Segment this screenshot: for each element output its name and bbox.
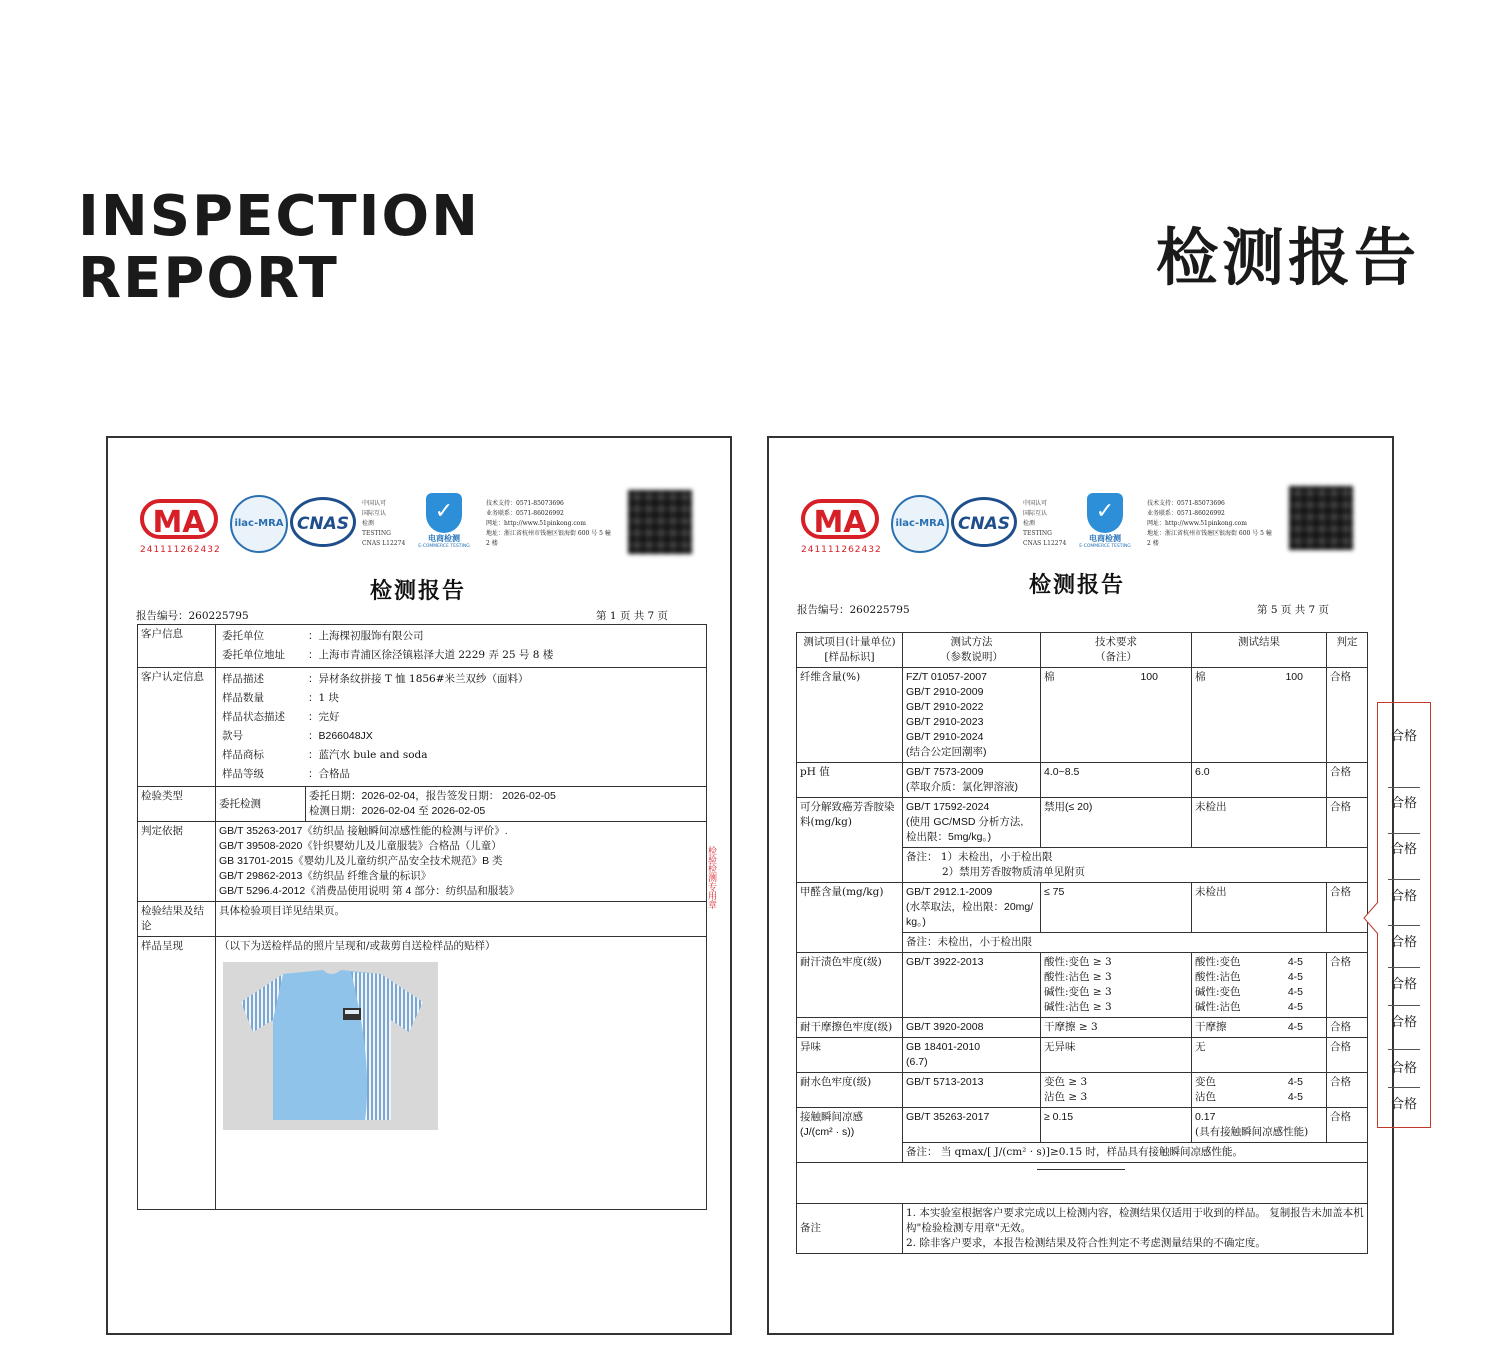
- table-row: [797, 883, 1368, 933]
- method-line: kg。): [906, 916, 926, 928]
- ecom-title: 电商检测: [428, 534, 460, 543]
- column-header: [1041, 633, 1192, 668]
- section-label: 判定依据: [138, 822, 216, 902]
- res-name: 酸性:变色: [1195, 956, 1241, 968]
- method-line: GB/T 2910-2022: [906, 701, 984, 713]
- result: 未检出: [1192, 798, 1327, 848]
- req-line: 变色 ≥ 3: [1044, 1076, 1088, 1088]
- page-info: 第 1 页 共 7 页: [596, 610, 669, 622]
- req-name: 棉: [1044, 671, 1055, 683]
- ecom-title: 电商检测: [1089, 534, 1121, 543]
- table-row: [797, 1018, 1368, 1038]
- column-header: [903, 633, 1041, 668]
- req-line: 酸性:变色 ≥ 3: [1044, 956, 1112, 968]
- req-line: 碱性:沾色 ≥ 3: [1044, 1001, 1112, 1013]
- divider: [1388, 833, 1420, 834]
- res-value: 4-5: [1287, 1021, 1303, 1033]
- list-item: GB/T 5296.4-2012《消费品使用说明 第 4 部分：纺织品和服装》: [219, 885, 520, 897]
- table-row: [797, 1038, 1368, 1073]
- table-row: [797, 668, 1368, 763]
- red-seal-stamp: 检验检测专用章: [706, 846, 716, 909]
- res-name: 沾色: [1195, 1091, 1216, 1103]
- test-item: [797, 1108, 903, 1163]
- contact-line: 业务联系：0571-86026992: [1147, 510, 1225, 517]
- client-info-table: [137, 624, 707, 1210]
- column-header: 测试结果: [1192, 633, 1327, 668]
- remark-line: 1. 本实验室根据客户要求完成以上检测内容，检测结果仅适用于收到的样品。 复制报告未加盖本机构"检验检测专用章"无效。: [906, 1207, 1364, 1234]
- report-page-1: [106, 436, 732, 1335]
- result: 6.0: [1192, 763, 1327, 798]
- field-value: ：上海市青浦区徐泾镇崧泽大道 2229 弄 25 号 8 楼: [308, 649, 554, 661]
- field-label: 样品数量: [222, 692, 264, 704]
- title-line-2: REPORT: [78, 246, 339, 311]
- cnas-text-line: 国际互认: [1023, 510, 1048, 517]
- separator-cell: [797, 1163, 1368, 1204]
- note-cell: 备注：未检出，小于检出限: [903, 933, 1368, 953]
- cnas-text-line: 中国认可: [362, 500, 387, 507]
- result: [1192, 1018, 1327, 1038]
- table-row: [138, 902, 707, 937]
- res-name: 变色: [1195, 1076, 1216, 1088]
- table-header-row: [797, 633, 1368, 668]
- section-label: 检验类型: [138, 787, 216, 822]
- header-text: 测试项目(计量单位): [803, 636, 896, 648]
- cma-logo-icon: MA: [801, 499, 879, 539]
- table-row: [797, 953, 1368, 1018]
- method-line: 检出限：5mg/kg。): [906, 831, 992, 843]
- test-item: 耐干摩擦色牢度(级): [797, 1018, 903, 1038]
- note-line: 2）禁用芳香胺物质清单见附页: [942, 866, 1086, 878]
- res-value: 4-5: [1287, 956, 1303, 968]
- table-row: [138, 668, 707, 787]
- ilac-logo-icon: ilac-MRA: [891, 495, 949, 553]
- method-line: GB/T 2912.1-2009: [906, 886, 993, 898]
- table-row: [138, 822, 707, 902]
- method-line: (6.7): [906, 1056, 928, 1068]
- requirement: [1041, 953, 1192, 1018]
- test-item: 甲醛含量(mg/kg): [797, 883, 903, 953]
- field-label: 委托单位: [222, 630, 264, 642]
- requirement: 无异味: [1041, 1038, 1192, 1073]
- divider: [1388, 967, 1420, 968]
- test-method: [903, 668, 1041, 763]
- contact-line: 网址：http://www.51pinkong.com: [1147, 520, 1247, 527]
- cnas-text-line: TESTING: [362, 530, 391, 537]
- sample-note: （以下为送检样品的照片呈现和/或裁剪自送检样品的贴样）: [219, 940, 496, 952]
- pass-label: 合格: [1390, 1015, 1417, 1030]
- entrust-date: 委托日期：2026-02-04，报告签发日期： 2026-02-05: [309, 790, 556, 802]
- cnas-text-line: 中国认可: [1023, 500, 1048, 507]
- end-line: [1037, 1169, 1125, 1170]
- res-value: 4-5: [1287, 1001, 1303, 1013]
- judgement: 合格: [1327, 798, 1368, 848]
- remark-label: 备注: [797, 1204, 903, 1254]
- res-value: 4-5: [1287, 1091, 1303, 1103]
- header-text: 测试方法: [950, 636, 993, 648]
- pass-label: 合格: [1390, 796, 1417, 811]
- client-cell: [216, 625, 707, 668]
- res-value: 4-5: [1287, 986, 1303, 998]
- requirement: 禁用(≤ 20): [1041, 798, 1192, 848]
- pass-label: 合格: [1390, 935, 1417, 950]
- field-label: 样品描述: [222, 673, 264, 685]
- pass-label: 合格: [1390, 842, 1417, 857]
- requirement: 干摩擦 ≥ 3: [1041, 1018, 1192, 1038]
- judgement: 合格: [1327, 668, 1368, 763]
- result: [1192, 1073, 1327, 1108]
- pass-callout: [1377, 702, 1431, 1128]
- column-header: [797, 633, 903, 668]
- report-number: 报告编号：260225795: [136, 610, 249, 622]
- res-line: (具有接触瞬间凉感性能): [1195, 1126, 1309, 1138]
- method-line: GB/T 2910-2009: [906, 686, 984, 698]
- sample-info-cell: [216, 668, 707, 787]
- result: 无: [1192, 1038, 1327, 1073]
- method-line: (水萃取法，检出限：20mg/: [906, 901, 1034, 913]
- pass-label: 合格: [1390, 889, 1417, 904]
- contact-line: 地址：浙江省杭州市钱塘区银海街 600 号 5 幢 2 楼: [1147, 530, 1272, 547]
- field-label: 样品商标: [222, 749, 264, 761]
- cma-logo-icon: MA: [140, 499, 218, 539]
- result: [1192, 953, 1327, 1018]
- judgement: 合格: [1327, 763, 1368, 798]
- list-item: GB 31701-2015《婴幼儿及儿童纺织产品安全技术规范》B 类: [219, 855, 503, 867]
- test-method: GB/T 3922-2013: [903, 953, 1041, 1018]
- remark-text: [903, 1204, 1368, 1254]
- report-page-5: [767, 436, 1394, 1335]
- cnas-text-line: TESTING: [1023, 530, 1052, 537]
- req-line: 碱性:变色 ≥ 3: [1044, 986, 1112, 998]
- table-row: [797, 798, 1368, 848]
- field-value: ：完好: [308, 711, 340, 723]
- contact-line: 技术支持：0571-85073696: [486, 500, 564, 507]
- ecommerce-testing-logo: [1077, 493, 1133, 557]
- judgement: 合格: [1327, 1108, 1368, 1143]
- header-text: 技术要求: [1095, 636, 1137, 648]
- requirement: [1041, 668, 1192, 763]
- test-method: [903, 798, 1041, 848]
- contact-line: 地址：浙江省杭州市钱塘区银海街 600 号 5 幢 2 楼: [486, 530, 611, 547]
- column-header: 判定: [1327, 633, 1368, 668]
- judgement: 合格: [1327, 1018, 1368, 1038]
- qr-code-icon: [628, 490, 692, 554]
- table-row: [797, 1163, 1368, 1204]
- result: 未检出: [1192, 883, 1327, 933]
- divider: [1388, 1005, 1420, 1006]
- test-dates: [306, 787, 707, 822]
- results-table: [796, 632, 1368, 1254]
- table-row: [138, 625, 707, 668]
- field-label: 样品状态描述: [222, 711, 285, 723]
- result: [1192, 668, 1327, 763]
- contact-line: 技术支持：0571-85073696: [1147, 500, 1225, 507]
- cnas-logo-icon: CNAS: [951, 497, 1017, 547]
- field-label: 款号: [222, 730, 243, 742]
- divider: [1388, 879, 1420, 880]
- method-line: (结合公定回潮率): [906, 746, 987, 758]
- result: [1192, 1108, 1327, 1143]
- header-text: （参数说明）: [940, 651, 1003, 663]
- judgement: 合格: [1327, 953, 1368, 1018]
- test-item: 纤维含量(%): [797, 668, 903, 763]
- requirement: ≥ 0.15: [1041, 1108, 1192, 1143]
- req-value: 100: [1140, 671, 1158, 683]
- test-date: 检测日期：2026-02-04 至 2026-02-05: [309, 805, 486, 817]
- requirement: 4.0~8.5: [1041, 763, 1192, 798]
- test-method: GB/T 35263-2017: [903, 1108, 1041, 1143]
- judgement: 合格: [1327, 1038, 1368, 1073]
- title-english: [78, 186, 480, 310]
- field-value: ：上海棵初服饰有限公司: [308, 630, 424, 642]
- contact-line: 业务联系：0571-86026992: [486, 510, 564, 517]
- divider: [1388, 925, 1420, 926]
- test-item: pH 值: [797, 763, 903, 798]
- test-item: 异味: [797, 1038, 903, 1073]
- pass-label: 合格: [1390, 1061, 1417, 1076]
- field-value: ：蓝汽水 bule and soda: [308, 749, 428, 761]
- ecommerce-testing-logo: [416, 493, 472, 557]
- field-value: ：合格品: [308, 768, 350, 780]
- res-value: 4-5: [1287, 971, 1303, 983]
- cnas-text-line: CNAS L12274: [1023, 540, 1067, 547]
- ecom-subtitle: E-COMMERCE TESTING: [1079, 544, 1131, 549]
- res-name: 干摩擦: [1195, 1021, 1227, 1033]
- res-value: 4-5: [1287, 1076, 1303, 1088]
- result-value: 具体检验项目详见结果页。: [216, 902, 707, 937]
- field-label: 委托单位地址: [222, 649, 285, 661]
- cnas-text-line: CNAS L12274: [362, 540, 406, 547]
- res-value: 100: [1285, 671, 1303, 683]
- contact-line: 网址：http://www.51pinkong.com: [486, 520, 586, 527]
- list-item: GB/T 29862-2013《纺织品 纤维含量的标识》: [219, 870, 432, 882]
- ilac-logo-icon: ilac-MRA: [230, 495, 288, 553]
- cma-number: 241111262432: [801, 545, 882, 555]
- res-name: 棉: [1195, 671, 1206, 683]
- field-value: ：B266048JX: [308, 730, 373, 742]
- section-label: 检验结果及结论: [138, 902, 216, 937]
- test-item: 耐水色牢度(级): [797, 1073, 903, 1108]
- item-line: 接触瞬间凉感: [800, 1111, 863, 1123]
- pass-label: 合格: [1390, 977, 1417, 992]
- cnas-logo-icon: CNAS: [290, 497, 356, 547]
- pass-label: 合格: [1390, 1097, 1417, 1112]
- section-label: 客户信息: [138, 625, 216, 668]
- test-method: GB/T 5713-2013: [903, 1073, 1041, 1108]
- test-method: [903, 763, 1041, 798]
- cnas-text-line: 国际互认: [362, 510, 387, 517]
- table-row: [138, 937, 707, 1210]
- table-row: [797, 1108, 1368, 1143]
- test-method: [903, 1038, 1041, 1073]
- cnas-text-line: 检测: [362, 520, 375, 527]
- check-shield-icon: ✓: [1087, 493, 1123, 533]
- page-info: 第 5 页 共 7 页: [1257, 604, 1330, 616]
- cma-number: 241111262432: [140, 545, 221, 555]
- note-cell: 备注： 当 qmax/[ J/(cm² · s)]≥0.15 时，样品具有接触瞬间凉感性能。: [903, 1143, 1368, 1163]
- method-line: (萃取介质：氯化钾溶液): [906, 781, 1018, 793]
- cnas-text: [362, 499, 405, 549]
- contact-info: [486, 499, 616, 549]
- divider: [1388, 1087, 1420, 1088]
- logo-strip: [138, 493, 698, 563]
- table-row: [138, 787, 707, 822]
- test-item: 耐汗渍色牢度(级): [797, 953, 903, 1018]
- judgement: 合格: [1327, 1073, 1368, 1108]
- method-line: GB/T 2910-2023: [906, 716, 984, 728]
- item-line: (J/(cm² · s)): [800, 1126, 855, 1138]
- list-item: GB/T 35263-2017《纺织品 接触瞬间凉感性能的检测与评价》.: [219, 825, 508, 837]
- report-title: 检测报告: [370, 578, 467, 604]
- table-row: [797, 1073, 1368, 1108]
- tshirt-photo: [223, 962, 438, 1130]
- res-name: 碱性:沾色: [1195, 1001, 1241, 1013]
- method-line: FZ/T 01057-2007: [906, 671, 987, 683]
- cnas-text: [1023, 499, 1066, 549]
- ecom-subtitle: E-COMMERCE TESTING: [418, 544, 470, 549]
- contact-info: [1147, 499, 1277, 549]
- res-name: 碱性:变色: [1195, 986, 1241, 998]
- judgement: 合格: [1327, 883, 1368, 933]
- check-shield-icon: ✓: [426, 493, 462, 533]
- header-text: [样品标识]: [824, 651, 875, 663]
- test-method: GB/T 3920-2008: [903, 1018, 1041, 1038]
- sample-photo-cell: [216, 937, 707, 1210]
- report-number: 报告编号：260225795: [797, 604, 910, 616]
- method-line: GB/T 2910-2024: [906, 731, 984, 743]
- report-title: 检测报告: [1029, 572, 1126, 598]
- test-type-value: 委托检测: [216, 787, 306, 822]
- test-method: [903, 883, 1041, 933]
- title-line-1: INSPECTION: [78, 184, 480, 249]
- divider: [1388, 1049, 1420, 1050]
- req-line: 沾色 ≥ 3: [1044, 1091, 1088, 1103]
- header-text: （备注）: [1095, 651, 1137, 663]
- cnas-text-line: 检测: [1023, 520, 1036, 527]
- list-item: GB/T 39508-2020《针织婴幼儿及儿童服装》合格品（儿童）: [219, 840, 502, 852]
- remark-line: 2. 除非客户要求，本报告检测结果及符合性判定不考虑测量结果的不确定度。: [906, 1237, 1266, 1249]
- method-line: (使用 GC/MSD 分析方法,: [906, 816, 1024, 828]
- field-value: ：异材条纹拼接 T 恤 1856#米兰双纱（面料）: [308, 673, 529, 685]
- table-row: [797, 1204, 1368, 1254]
- method-line: GB/T 17592-2024: [906, 801, 990, 813]
- res-name: 酸性:沾色: [1195, 971, 1241, 983]
- basis-list: [216, 822, 707, 902]
- section-label: 客户认定信息: [138, 668, 216, 787]
- table-row: [797, 763, 1368, 798]
- callout-pointer-icon: [1362, 900, 1380, 936]
- qr-code-icon: [1289, 486, 1353, 550]
- test-item: 可分解致癌芳香胺染料(mg/kg): [797, 798, 903, 883]
- requirement: [1041, 1073, 1192, 1108]
- note-cell: [903, 848, 1368, 883]
- note-line: 备注： 1）未检出，小于检出限: [906, 851, 1053, 863]
- logo-strip: [799, 493, 1359, 563]
- pass-label: 合格: [1390, 729, 1417, 744]
- title-chinese: 检测报告: [1155, 221, 1420, 294]
- method-line: GB/T 7573-2009: [906, 766, 984, 778]
- req-line: 酸性:沾色 ≥ 3: [1044, 971, 1112, 983]
- field-value: ：1 块: [308, 692, 340, 704]
- section-label: 样品呈现: [138, 937, 216, 1210]
- field-label: 样品等级: [222, 768, 264, 780]
- requirement: ≤ 75: [1041, 883, 1192, 933]
- method-line: GB 18401-2010: [906, 1041, 981, 1053]
- divider: [1388, 787, 1420, 788]
- res-line: 0.17: [1195, 1111, 1216, 1123]
